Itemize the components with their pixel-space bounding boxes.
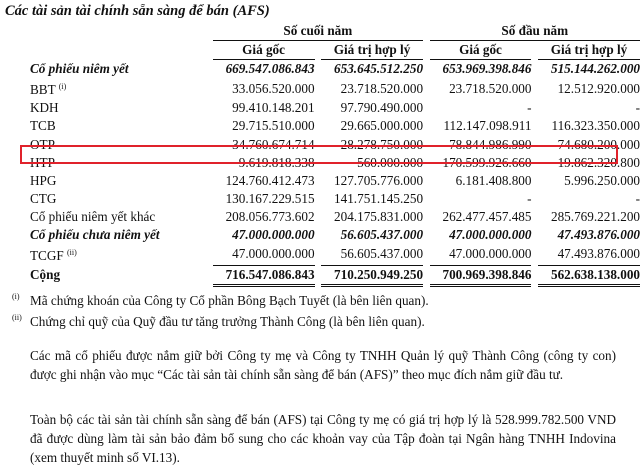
footnote-mark: (ii): [12, 313, 22, 322]
table-row: [0, 99, 640, 117]
total-start-fair-value: 562.638.138.000: [538, 265, 640, 285]
table-row: [0, 172, 640, 190]
row-label-text: KDH: [30, 100, 59, 116]
footnote-ii: [12, 313, 425, 330]
start-cost-cell: -: [527, 100, 532, 116]
end-cost-header: Giá gốc: [213, 41, 315, 60]
start-fair-value-cell: 285.769.221.200: [550, 208, 640, 224]
end-fair-value-cell: 28.278.750.000: [340, 136, 424, 152]
row-label-text: Cổ phiếu chưa niêm yết: [30, 226, 160, 242]
row-label: [0, 208, 213, 226]
period-start-header: Số đầu năm: [430, 22, 640, 41]
start-fair-value-cell: 515.144.262.000: [550, 61, 640, 77]
htp-row-highlight: [20, 145, 618, 164]
row-label-text: Cổ phiếu niêm yết khác: [30, 208, 156, 224]
row-label: [0, 244, 213, 265]
start-cost-cell: -: [527, 190, 532, 206]
period-end-header: Số cuối năm: [213, 22, 423, 41]
footnote-mark: (i): [12, 292, 20, 301]
start-cost-cell: 170.599.926.660: [442, 154, 532, 170]
row-label: [0, 117, 213, 135]
row-label-text: TCB: [30, 118, 56, 134]
row-label-text: Cổ phiếu niêm yết: [30, 60, 129, 76]
paragraph-collateral-note: Toàn bộ các tài sản tài chính sẵn sàng để bán (AFS) tại Công ty mẹ có giá trị hợp lý là 528.999.782.500 VND đã được dùng làm tài sản bảo đảm bổ sung cho các khoản vay của Tập đoàn tại Ngân hàng TNHH Indovina (xem thuyết minh số VI.13).: [30, 412, 616, 466]
start-fair-value-cell: -: [635, 190, 640, 206]
footnote-text: Chứng chỉ quỹ của Quỹ đầu tư tăng trưởng Thành Công (là bên liên quan).: [30, 314, 425, 329]
end-fair-value-cell: 29.665.000.000: [340, 118, 424, 134]
end-cost-cell: 669.547.086.843: [225, 61, 315, 77]
start-cost-cell: 262.477.457.485: [442, 208, 532, 224]
start-fair-value-cell: 47.493.876.000: [557, 246, 640, 262]
table-row: [0, 244, 640, 265]
end-cost-cell: 208.056.773.602: [225, 208, 315, 224]
start-fair-value-cell: 74.680.200.000: [557, 136, 640, 152]
end-fair-value-cell: 204.175.831.000: [334, 208, 424, 224]
paragraph-holding-note: Các mã cổ phiếu được nắm giữ bởi Công ty mẹ và Công ty TNHH Quản lý quỹ Thành Công (công ty con) được ghi nhận vào mục “Các tài sản tài chính sẵn sàng để bán (AFS)” theo mục đích nắm giữ đầu tư.: [30, 348, 616, 383]
section-title: Các tài sản tài chính sẵn sàng để bán (AFS): [5, 3, 270, 19]
start-cost-cell: 6.181.408.800: [455, 172, 532, 188]
start-fair-value-cell: -: [635, 100, 640, 116]
row-label: [0, 78, 213, 99]
end-cost-cell: 29.715.510.000: [232, 118, 315, 134]
end-fair-value-header: Giá trị hợp lý: [321, 41, 423, 60]
column-header-row: [0, 41, 640, 60]
start-cost-cell: 47.000.000.000: [449, 246, 532, 262]
end-fair-value-cell: 127.705.776.000: [334, 172, 424, 188]
row-label-text: OTP: [30, 136, 55, 152]
row-label-text: BBT: [30, 82, 56, 98]
start-cost-cell: 47.000.000.000: [449, 226, 532, 242]
row-label: [0, 190, 213, 208]
row-label: [0, 99, 213, 117]
start-cost-header: Giá gốc: [430, 41, 532, 60]
start-fair-value-cell: 5.996.250.000: [564, 172, 640, 188]
end-fair-value-cell: 97.790.490.000: [340, 100, 424, 116]
table-row: [0, 117, 640, 135]
start-fair-value-cell: 116.323.350.000: [551, 118, 640, 134]
row-label-text: TCGF: [30, 248, 64, 264]
table-row: [0, 190, 640, 208]
row-label: [0, 60, 213, 79]
start-cost-cell: 653.969.398.846: [442, 61, 532, 77]
table-row: [0, 78, 640, 99]
end-fair-value-cell: 653.645.512.250: [334, 61, 424, 77]
start-cost-cell: 78.844.986.990: [449, 136, 532, 152]
footnote-i: [12, 292, 429, 309]
end-fair-value-cell: 56.605.437.000: [340, 246, 424, 262]
start-fair-value-cell: 12.512.920.000: [557, 80, 640, 96]
end-fair-value-cell: 56.605.437.000: [340, 226, 424, 242]
end-cost-cell: 47.000.000.000: [232, 246, 315, 262]
start-cost-cell: 112.147.098.911: [443, 118, 532, 134]
period-header-row: [0, 22, 640, 41]
footnote-ref: (ii): [67, 248, 77, 258]
row-label-text: HTP: [30, 154, 55, 170]
end-fair-value-cell: 141.751.145.250: [334, 190, 424, 206]
start-fair-value-cell: 19.862.320.800: [557, 154, 640, 170]
table-row: [0, 208, 640, 226]
footnote-ref: (i): [58, 82, 67, 92]
row-label-text: HPG: [30, 172, 57, 188]
end-cost-cell: 9.619.818.338: [238, 154, 315, 170]
row-label: [0, 172, 213, 190]
row-label-text: CTG: [30, 190, 57, 206]
total-end-cost: 716.547.086.843: [213, 265, 315, 285]
start-fair-value-cell: 47.493.876.000: [557, 226, 640, 242]
total-row: [0, 265, 640, 285]
start-fair-value-header: Giá trị hợp lý: [538, 41, 640, 60]
end-cost-cell: 99.410.148.201: [232, 100, 315, 116]
table-row: [0, 226, 640, 244]
end-fair-value-cell: 23.718.520.000: [340, 80, 424, 96]
end-cost-cell: 34.760.674.714: [232, 136, 315, 152]
end-cost-cell: 124.760.412.473: [225, 172, 315, 188]
table-row: [0, 60, 640, 79]
end-cost-cell: 47.000.000.000: [232, 226, 315, 242]
end-cost-cell: 33.056.520.000: [232, 80, 315, 96]
total-label: Cộng: [30, 267, 61, 283]
start-cost-cell: 23.718.520.000: [449, 80, 532, 96]
total-end-fair-value: 710.250.949.250: [321, 265, 423, 285]
end-fair-value-cell: 560.000.000: [357, 154, 424, 170]
row-label: [0, 226, 213, 244]
end-cost-cell: 130.167.229.515: [225, 190, 315, 206]
footnote-text: Mã chứng khoán của Công ty Cổ phần Bông Bạch Tuyết (là bên liên quan).: [30, 293, 429, 308]
total-start-cost: 700.969.398.846: [430, 265, 532, 285]
